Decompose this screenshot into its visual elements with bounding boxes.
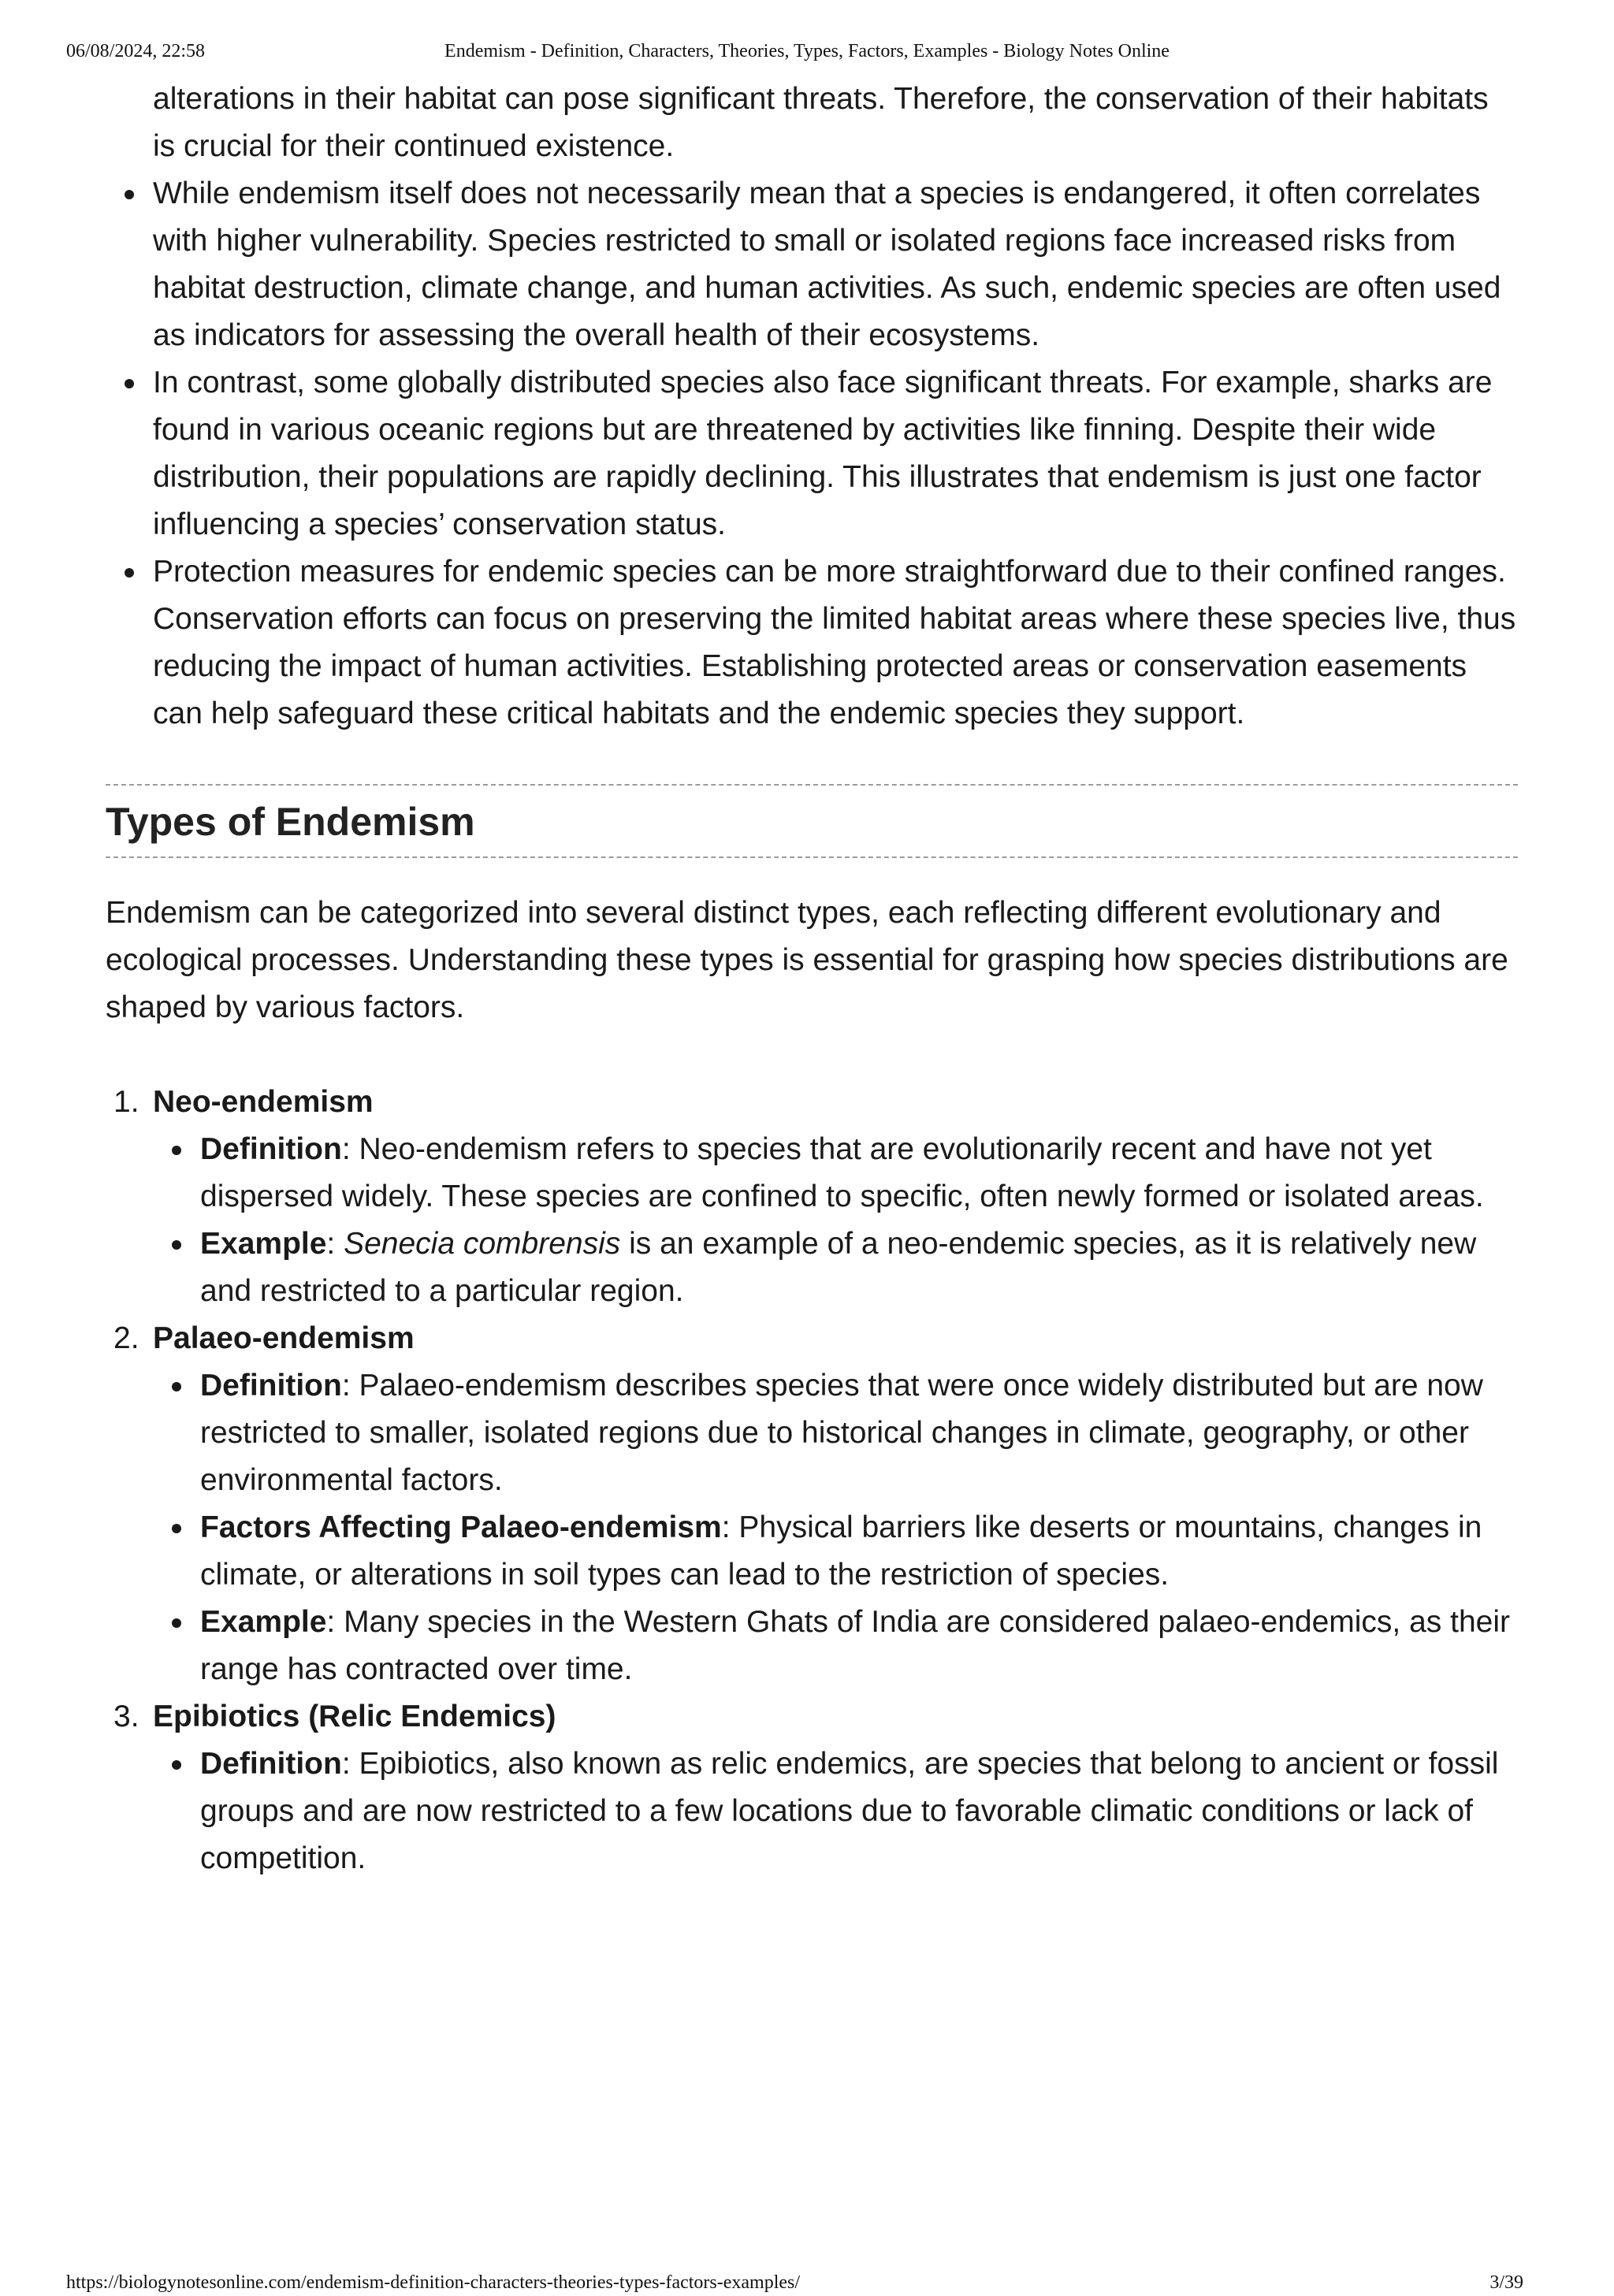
list-item: While endemism itself does not necessarily mean that a species is endangered, it often correlates with higher vulnerability. Species restricted to small or isolated regions face increased risks from habitat destruction, climate change, and human activities. As such, endemic species are often used as indicators for assessing the overall health of their ecosystems. [153, 170, 1518, 359]
detail-label: Example [200, 1605, 327, 1639]
type-item-neo-endemism [113, 1079, 1518, 1315]
print-footer [0, 2272, 1614, 2296]
print-url[interactable]: https://biologynotesonline.com/endemism-definition-characters-theories-types-factors-examples/ [66, 2272, 801, 2293]
detail-label: Definition [200, 1747, 342, 1781]
type-details [153, 1741, 1518, 1882]
detail-label: Example [200, 1227, 327, 1261]
type-title: Palaeo-endemism [153, 1321, 415, 1355]
detail-separator: : [341, 1747, 359, 1781]
type-details [153, 1126, 1518, 1315]
detail-separator: : [326, 1227, 344, 1261]
detail-item [200, 1599, 1518, 1693]
detail-text: is an example of a neo-endemic species, as it is relatively new and restricted to a particular region. [200, 1227, 1477, 1308]
detail-text: Epibiotics, also known as relic endemics, are species that belong to ancient or fossil groups and are now restricted to a few locations due to favorable climatic conditions or lack of competition. [200, 1747, 1499, 1875]
detail-separator: : [341, 1369, 359, 1402]
detail-item [200, 1220, 1518, 1315]
list-item: In contrast, some globally distributed species also face significant threats. For example, sharks are found in various oceanic regions but are threatened by activities like finning. Despite their wide distribution, their populations are rapidly declining. This illustrates that endemism is just one factor influencing a species’ conservation status. [153, 359, 1518, 548]
list-number: 1. [113, 1085, 139, 1119]
type-item-palaeo-endemism [113, 1315, 1518, 1693]
detail-separator: : [341, 1132, 359, 1166]
types-list [106, 1079, 1518, 1882]
continued-list-text: alterations in their habitat can pose significant threats. Therefore, the conservation of their habitats is crucial for their continued existence. [153, 82, 1489, 163]
list-item: Protection measures for endemic species can be more straightforward due to their confined ranges. Conservation efforts can focus on preserving the limited habitat areas where these species live, thus reducing the impact of human activities. Establishing protected areas or conservation easements can help safeguard these critical habitats and the endemic species they support. [153, 548, 1518, 737]
detail-text: Palaeo-endemism describes species that were once widely distributed but are now restricted to smaller, isolated regions due to historical changes in climate, geography, or other environmental factors. [200, 1369, 1483, 1497]
type-details [153, 1362, 1518, 1693]
type-title: Epibiotics (Relic Endemics) [153, 1700, 556, 1733]
detail-label: Definition [200, 1369, 342, 1402]
detail-text: Many species in the Western Ghats of India are considered palaeo-endemics, as their range has contracted over time. [200, 1605, 1510, 1686]
section-header [106, 784, 1518, 858]
detail-separator: : [326, 1605, 344, 1639]
species-name: Senecia combrensis [344, 1227, 621, 1261]
list-number: 3. [113, 1700, 139, 1733]
article-content [106, 76, 1518, 1882]
print-header [0, 41, 1614, 65]
type-item-epibiotics [113, 1693, 1518, 1882]
conservation-bullet-list [106, 170, 1518, 737]
type-title: Neo-endemism [153, 1085, 374, 1119]
detail-item [200, 1126, 1518, 1220]
detail-item [200, 1741, 1518, 1882]
print-datetime: 06/08/2024, 22:58 [66, 41, 206, 61]
detail-text: Neo-endemism refers to species that are evolutionarily recent and have not yet dispersed widely. These species are confined to specific, often newly formed or isolated areas. [200, 1132, 1484, 1213]
detail-item [200, 1504, 1518, 1599]
section-intro: Endemism can be categorized into several distinct types, each reflecting different evolutionary and ecological processes. Understanding these types is essential for grasping how species distributions are shaped by various factors. [106, 896, 1508, 1024]
list-number: 2. [113, 1321, 139, 1355]
detail-text: Physical barriers like deserts or mountains, changes in climate, or alterations in soil types can lead to the restriction of species. [200, 1510, 1482, 1592]
detail-item [200, 1362, 1518, 1504]
detail-label: Factors Affecting Palaeo-endemism [200, 1510, 722, 1544]
section-heading: Types of Endemism [106, 800, 475, 844]
detail-separator: : [721, 1510, 739, 1544]
page-number: 3/39 [1489, 2272, 1523, 2293]
print-page-title: Endemism - Definition, Characters, Theories, Types, Factors, Examples - Biology Notes Online [444, 41, 1170, 61]
detail-label: Definition [200, 1132, 342, 1166]
